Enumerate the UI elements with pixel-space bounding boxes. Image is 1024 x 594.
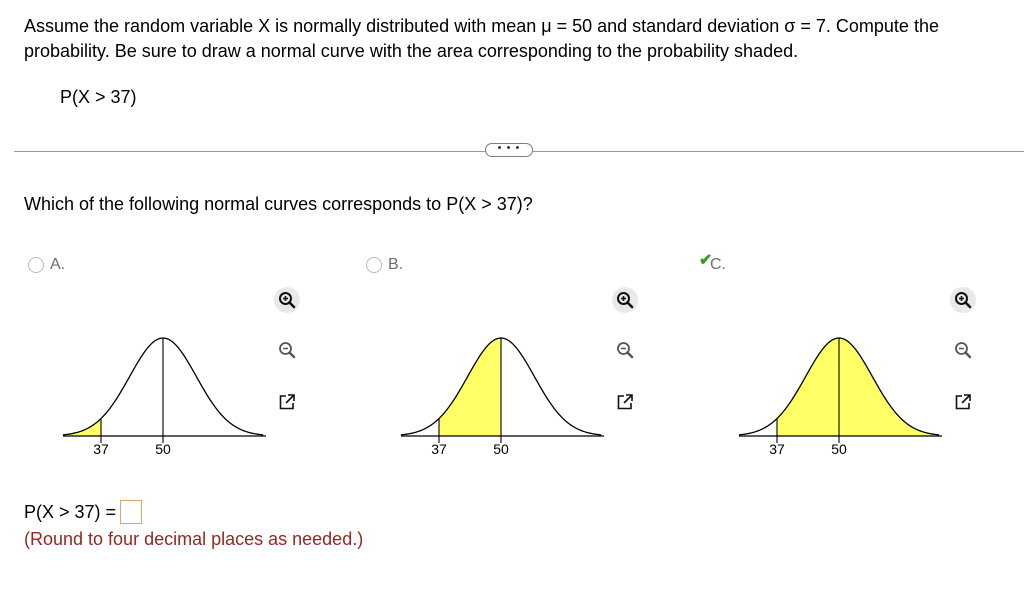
option-b-radio[interactable] (366, 257, 382, 273)
probability-expression: P(X > 37) (60, 87, 137, 107)
normal-curve-a (58, 320, 273, 465)
rounding-hint: (Round to four decimal places as needed.) (24, 529, 364, 549)
pop-out-icon[interactable] (274, 389, 300, 415)
pop-out-icon[interactable] (950, 389, 976, 415)
option-a[interactable] (28, 254, 65, 276)
answer-label: P(X > 37) = (24, 501, 117, 522)
zoom-in-icon[interactable] (950, 287, 976, 313)
option-b[interactable] (366, 254, 403, 276)
answer-line (24, 500, 142, 524)
option-c[interactable] (699, 252, 726, 276)
tick-label: 50 (831, 441, 847, 457)
zoom-in-icon[interactable] (274, 287, 300, 313)
shaded-area (439, 338, 501, 436)
zoom-out-icon[interactable] (612, 337, 638, 363)
normal-curve-c (734, 320, 949, 465)
tick-label: 50 (155, 441, 171, 457)
zoom-out-icon[interactable] (950, 337, 976, 363)
tick-label: 37 (93, 441, 109, 457)
tick-label: 37 (431, 441, 447, 457)
tick-label: 50 (493, 441, 509, 457)
tick-label: 37 (769, 441, 785, 457)
normal-curve-b (396, 320, 611, 465)
zoom-in-icon[interactable] (612, 287, 638, 313)
answer-input[interactable] (120, 500, 142, 524)
subquestion-text: Which of the following normal curves corresponds to P(X > 37)? (24, 194, 533, 214)
shaded-area (63, 419, 101, 436)
more-button[interactable]: • • • (485, 143, 533, 157)
option-c-label: C. (710, 256, 726, 273)
zoom-out-icon[interactable] (274, 337, 300, 363)
option-a-radio[interactable] (28, 257, 44, 273)
option-a-label: A. (50, 256, 66, 273)
option-b-label: B. (388, 256, 404, 273)
checkmark-icon: ✔ (699, 252, 713, 269)
question-text: Assume the random variable X is normally distributed with mean μ = 50 and standard deviation σ = 7. Compute the probability. Be sure to draw a normal curve with the area corresponding to the probability shaded. (24, 16, 939, 61)
pop-out-icon[interactable] (612, 389, 638, 415)
